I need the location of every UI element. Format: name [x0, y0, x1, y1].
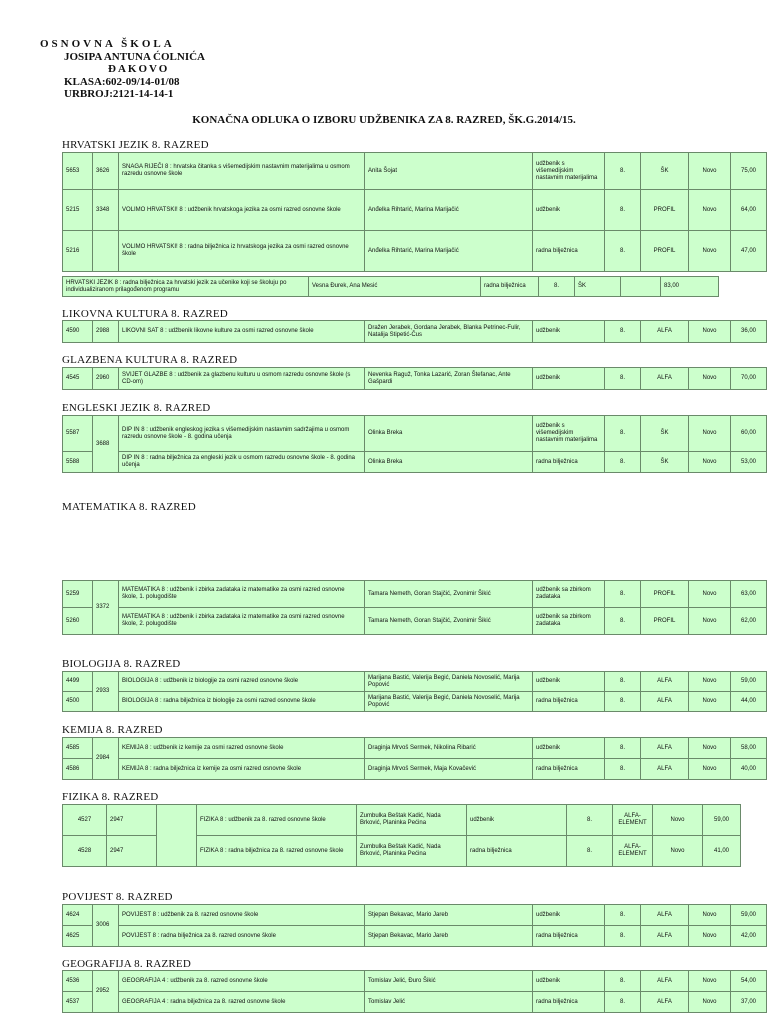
price-cell: 54,00 [731, 971, 767, 992]
publisher-cell: ŠK [641, 153, 689, 190]
code-cell: 4528 [63, 836, 107, 867]
table-row [63, 926, 767, 947]
authors-cell: Olinka Breka [365, 416, 533, 452]
price-cell: 59,00 [703, 805, 741, 836]
price-cell: 36,00 [731, 321, 767, 343]
type-cell: radna bilježnica [533, 926, 605, 947]
title-cell: SVIJET GLAZBE 8 : udžbenik za glazbenu kulturu u osmom razredu osnovne škole (s CD-om) [119, 368, 365, 390]
publisher-cell: ALFA [641, 926, 689, 947]
type-cell: udžbenik [533, 905, 605, 926]
authors-cell: Draginja Mrvoš Sermek, Maja Kovačević [365, 759, 533, 780]
table-glazbena [62, 367, 767, 390]
grade-cell: 8. [539, 277, 575, 297]
title-cell: HRVATSKI JEZIK 8 : radna bilježnica za hrvatski jezik za učenike koji se školuju po individualiziranom prilagođenom programu [63, 277, 309, 297]
grade-cell: 8. [605, 759, 641, 780]
type-cell: udžbenik [533, 738, 605, 759]
authors-cell: Stjepan Bekavac, Mario Jareb [365, 926, 533, 947]
title-cell: POVIJEST 8 : udžbenik za 8. razred osnovne škole [119, 905, 365, 926]
publisher-cell: ALFA-ELEMENT [613, 836, 653, 867]
publisher-cell: PROFIL [641, 608, 689, 635]
title-cell: BIOLOGIJA 8 : udžbenik iz biologije za osmi razred osnovne škole [119, 672, 365, 692]
group-cell: 2933 [93, 672, 119, 712]
code-cell: 4536 [63, 971, 93, 992]
title-cell: POVIJEST 8 : radna bilježnica za 8. razred osnovne škole [119, 926, 365, 947]
document-title: KONAČNA ODLUKA O IZBORU UDŽBENIKA ZA 8. RAZRED, ŠK.G.2014/15. [192, 114, 576, 126]
table-row [63, 231, 767, 272]
table-geografija [62, 970, 767, 1013]
publisher-cell: ŠK [641, 452, 689, 473]
section-heading-likovna: LIKOVNA KULTURA 8. RAZRED [62, 308, 228, 320]
price-cell: 40,00 [731, 759, 767, 780]
table-row [63, 581, 767, 608]
authors-cell: Marijana Bastić, Valerija Begić, Daniela Novoselić, Marija Popović [365, 692, 533, 712]
price-cell: 44,00 [731, 692, 767, 712]
type-cell: udžbenik [533, 971, 605, 992]
title-cell: DIP IN 8 : radna bilježnica za engleski jezik u osmom razredu osnovne škole - 8. godina učenja [119, 452, 365, 473]
grade-cell: 8. [605, 452, 641, 473]
table-row [63, 905, 767, 926]
price-cell: 41,00 [703, 836, 741, 867]
table-row [63, 805, 741, 836]
authors-cell: Zumbulka Beštak Kadić, Nada Brković, Planinka Pećina [357, 805, 467, 836]
status-cell: Novo [689, 759, 731, 780]
publisher-cell: ALFA [641, 971, 689, 992]
publisher-cell: ŠK [641, 416, 689, 452]
status-cell: Novo [689, 971, 731, 992]
authors-cell: Anđelka Rihtarić, Marina Marijačić [365, 231, 533, 272]
type-cell: udžbenik [533, 321, 605, 343]
group-cell: 3348 [93, 190, 119, 231]
grade-cell: 8. [605, 692, 641, 712]
title-cell: GEOGRAFIJA 4 : udžbenik za 8. razred osnovne škole [119, 971, 365, 992]
table-row [63, 190, 767, 231]
title-cell: GEOGRAFIJA 4 : radna bilježnica za 8. razred osnovne škole [119, 992, 365, 1013]
table-row [63, 321, 767, 343]
price-cell: 83,00 [661, 277, 719, 297]
publisher-cell: ALFA [641, 672, 689, 692]
status-cell: Novo [689, 738, 731, 759]
price-cell: 53,00 [731, 452, 767, 473]
price-cell: 70,00 [731, 368, 767, 390]
section-heading-biologija: BIOLOGIJA 8. RAZRED [62, 658, 181, 670]
price-cell: 59,00 [731, 672, 767, 692]
status-cell: Novo [689, 368, 731, 390]
group-cell: 3688 [93, 416, 119, 473]
code-cell: 4586 [63, 759, 93, 780]
code-cell: 5216 [63, 231, 93, 272]
section-heading-matematika: MATEMATIKA 8. RAZRED [62, 501, 196, 513]
authors-cell: Tomislav Jelić [365, 992, 533, 1013]
title-cell: VOLIMO HRVATSKI! 8 : udžbenik hrvatskoga jezika za osmi razred osnovne škole [119, 190, 365, 231]
section-heading-engleski: ENGLESKI JEZIK 8. RAZRED [62, 402, 211, 414]
group-cell [93, 231, 119, 272]
table-povijest [62, 904, 767, 947]
status-cell: Novo [689, 992, 731, 1013]
status-cell: Novo [689, 926, 731, 947]
grade-cell: 8. [567, 805, 613, 836]
authors-cell: Tamara Nemeth, Goran Stajčić, Zvonimir Šikić [365, 581, 533, 608]
table-engleski [62, 415, 767, 473]
group-cell: 3626 [93, 153, 119, 190]
type-cell: radna bilježnica [481, 277, 539, 297]
table-biologija [62, 671, 767, 712]
price-cell: 62,00 [731, 608, 767, 635]
type-cell: udžbenik sa zbirkom zadataka [533, 608, 605, 635]
authors-cell: Vesna Đurek, Ana Mesić [309, 277, 481, 297]
grade-cell: 8. [605, 738, 641, 759]
authors-cell: Marijana Bastić, Valerija Begić, Daniela Novoselić, Marija Popović [365, 672, 533, 692]
publisher-cell: PROFIL [641, 581, 689, 608]
grade-cell: 8. [605, 971, 641, 992]
authors-cell: Tomislav Jelić, Đuro Šikić [365, 971, 533, 992]
publisher-cell: ALFA [641, 692, 689, 712]
type-cell: udžbenik [533, 672, 605, 692]
authors-cell: Dražen Jerabek, Gordana Jerabek, Blanka Petrinec-Fulir, Natalija Stipetić-Čus [365, 321, 533, 343]
type-cell: radna bilježnica [533, 452, 605, 473]
empty-cell [157, 805, 197, 867]
section-heading-glazbena: GLAZBENA KULTURA 8. RAZRED [62, 354, 238, 366]
code-cell: 5588 [63, 452, 93, 473]
authors-cell: Anđelka Rihtarić, Marina Marijačić [365, 190, 533, 231]
grade-cell: 8. [605, 321, 641, 343]
urbroj: URBROJ:2121-14-14-1 [64, 88, 174, 100]
price-cell: 64,00 [731, 190, 767, 231]
publisher-cell: PROFIL [641, 231, 689, 272]
authors-cell: Tamara Nemeth, Goran Stajčić, Zvonimir Šikić [365, 608, 533, 635]
group-cell: 3006 [93, 905, 119, 947]
school-town: ĐAKOVO [108, 63, 170, 75]
title-cell: SNAGA RIJEČI 8 : hrvatska čitanka s višemedijskim nastavnim materijalima u osmom razredu osnovne škole [119, 153, 365, 190]
title-cell: LIKOVNI SAT 8 : udžbenik likovne kulture za osmi razred osnovne škole [119, 321, 365, 343]
grade-cell: 8. [605, 926, 641, 947]
type-cell: udžbenik [467, 805, 567, 836]
type-cell: radna bilježnica [533, 992, 605, 1013]
publisher-cell: ALFA-ELEMENT [613, 805, 653, 836]
publisher-cell: ALFA [641, 905, 689, 926]
code-cell: 4625 [63, 926, 93, 947]
type-cell: udžbenik s višemedijskim nastavnim materijalima [533, 153, 605, 190]
table-row [63, 992, 767, 1013]
publisher-cell: ALFA [641, 368, 689, 390]
code-cell: 4499 [63, 672, 93, 692]
section-heading-hrvatski: HRVATSKI JEZIK 8. RAZRED [62, 139, 209, 151]
grade-cell: 8. [605, 231, 641, 272]
status-cell: Novo [689, 321, 731, 343]
title-cell: DIP IN 8 : udžbenik engleskog jezika s višemedijskim nastavnim sadržajima u osmom razredu osnovne škole - 8. godina učenja [119, 416, 365, 452]
section-heading-geografija: GEOGRAFIJA 8. RAZRED [62, 958, 191, 970]
title-cell: FIZIKA 8 : udžbenik za 8. razred osnovne škole [197, 805, 357, 836]
status-cell: Novo [689, 153, 731, 190]
table-row [63, 738, 767, 759]
code-cell: 4545 [63, 368, 93, 390]
grade-cell: 8. [605, 905, 641, 926]
status-cell: Novo [653, 836, 703, 867]
publisher-cell: ALFA [641, 759, 689, 780]
section-heading-fizika: FIZIKA 8. RAZRED [62, 791, 159, 803]
grade-cell: 8. [605, 992, 641, 1013]
grade-cell: 8. [605, 672, 641, 692]
type-cell: radna bilježnica [533, 692, 605, 712]
klasa: KLASA:602-09/14-01/08 [64, 75, 180, 88]
price-cell: 37,00 [731, 992, 767, 1013]
group-cell: 2952 [93, 971, 119, 1013]
title-cell: MATEMATIKA 8 : udžbenik i zbirka zadataka iz matematike za osmi razred osnovne škole, 2. polugodište [119, 608, 365, 635]
type-cell: radna bilježnica [533, 231, 605, 272]
price-cell: 58,00 [731, 738, 767, 759]
group-cell: 3372 [93, 581, 119, 635]
grade-cell: 8. [605, 416, 641, 452]
status-cell: Novo [689, 692, 731, 712]
table-row [63, 368, 767, 390]
status-cell: Novo [689, 672, 731, 692]
code-cell: 5260 [63, 608, 93, 635]
title-cell: FIZIKA 8 : radna bilježnica za 8. razred osnovne škole [197, 836, 357, 867]
authors-cell: Anita Šojat [365, 153, 533, 190]
table-row [63, 672, 767, 692]
price-cell: 63,00 [731, 581, 767, 608]
grade-cell: 8. [605, 581, 641, 608]
group-cell: 2960 [93, 368, 119, 390]
table-row [63, 759, 767, 780]
grade-cell: 8. [605, 608, 641, 635]
code-cell: 5259 [63, 581, 93, 608]
school-namesake: JOSIPA ANTUNA ĆOLNIĆA [64, 50, 205, 63]
publisher-cell: ŠK [575, 277, 621, 297]
table-likovna [62, 320, 767, 343]
grade-cell: 8. [567, 836, 613, 867]
title-cell: MATEMATIKA 8 : udžbenik i zbirka zadataka iz matematike za osmi razred osnovne škole, 1. polugodište [119, 581, 365, 608]
table-row [63, 452, 767, 473]
price-cell: 60,00 [731, 416, 767, 452]
title-cell: VOLIMO HRVATSKI! 8 : radna bilježnica iz hrvatskoga jezika za osmi razred osnovne škole [119, 231, 365, 272]
price-cell: 47,00 [731, 231, 767, 272]
code-cell: 4527 [63, 805, 107, 836]
table-row [63, 971, 767, 992]
table-row [63, 416, 767, 452]
code-cell: 4537 [63, 992, 93, 1013]
publisher-cell: ALFA [641, 321, 689, 343]
price-cell: 75,00 [731, 153, 767, 190]
group-cell: 2988 [93, 321, 119, 343]
status-cell: Novo [689, 452, 731, 473]
group-cell: 2947 [107, 836, 157, 867]
title-cell: KEMIJA 8 : udžbenik iz kemije za osmi razred osnovne škole [119, 738, 365, 759]
grade-cell: 8. [605, 153, 641, 190]
publisher-cell: ALFA [641, 992, 689, 1013]
title-cell: KEMIJA 8 : radna bilježnica iz kemije za osmi razred osnovne škole [119, 759, 365, 780]
code-cell: 5587 [63, 416, 93, 452]
status-cell: Novo [689, 231, 731, 272]
table-row [63, 153, 767, 190]
authors-cell: Stjepan Bekavac, Mario Jareb [365, 905, 533, 926]
status-cell [621, 277, 661, 297]
authors-cell: Zumbulka Beštak Kadić, Nada Brković, Planinka Pećina [357, 836, 467, 867]
price-cell: 59,00 [731, 905, 767, 926]
status-cell: Novo [689, 581, 731, 608]
table-row [63, 692, 767, 712]
group-cell: 2947 [107, 805, 157, 836]
school-header [40, 38, 205, 101]
table-hrvatski [62, 152, 767, 272]
type-cell: udžbenik [533, 190, 605, 231]
grade-cell: 8. [605, 190, 641, 231]
publisher-cell: PROFIL [641, 190, 689, 231]
table-row [63, 277, 719, 297]
code-cell: 4585 [63, 738, 93, 759]
code-cell: 4590 [63, 321, 93, 343]
grade-cell: 8. [605, 368, 641, 390]
code-cell: 5653 [63, 153, 93, 190]
group-cell: 2984 [93, 738, 119, 780]
price-cell: 42,00 [731, 926, 767, 947]
code-cell: 4500 [63, 692, 93, 712]
authors-cell: Nevenka Raguž, Tonka Lazarić, Zoran Štefanac, Ante Gašpardi [365, 368, 533, 390]
table-fizika [62, 804, 741, 867]
authors-cell: Draginja Mrvoš Sermek, Nikolina Ribarić [365, 738, 533, 759]
status-cell: Novo [689, 905, 731, 926]
status-cell: Novo [689, 190, 731, 231]
type-cell: udžbenik s višemedijskim nastavnim materijalima [533, 416, 605, 452]
publisher-cell: ALFA [641, 738, 689, 759]
type-cell: radna bilježnica [467, 836, 567, 867]
table-row [63, 608, 767, 635]
code-cell: 4624 [63, 905, 93, 926]
title-cell: BIOLOGIJA 8 : radna bilježnica iz biologije za osmi razred osnovne škole [119, 692, 365, 712]
type-cell: udžbenik sa zbirkom zadataka [533, 581, 605, 608]
authors-cell: Olinka Breka [365, 452, 533, 473]
type-cell: udžbenik [533, 368, 605, 390]
status-cell: Novo [689, 416, 731, 452]
school-name: OSNOVNA ŠKOLA [40, 38, 175, 50]
table-kemija [62, 737, 767, 780]
status-cell: Novo [689, 608, 731, 635]
code-cell: 5215 [63, 190, 93, 231]
type-cell: radna bilježnica [533, 759, 605, 780]
table-matematika [62, 580, 767, 635]
table-hrvatski-extra [62, 276, 719, 297]
section-heading-povijest: POVIJEST 8. RAZRED [62, 891, 173, 903]
status-cell: Novo [653, 805, 703, 836]
section-heading-kemija: KEMIJA 8. RAZRED [62, 724, 163, 736]
